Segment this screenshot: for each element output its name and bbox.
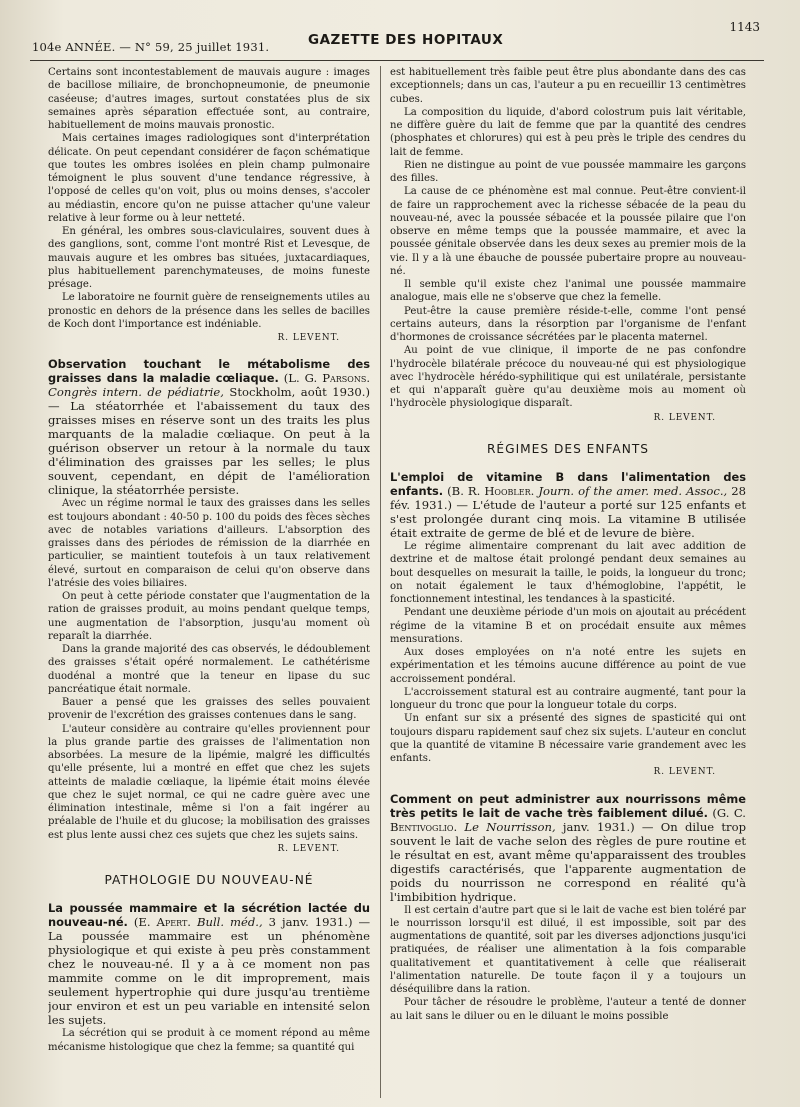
prognosis-article-continuation [48,66,370,331]
article-heading [48,901,370,1027]
article-author: (B. R. Hoobler. [447,484,535,498]
paragraph: La stéatorrhée et l'abaissement du taux des graisses mises en réserve sont un des traits les plus marquants de la maladie cœliaque. On peut à la guérison observer un retour à la normale du taux d'élimination des graisses par les selles; le plus souvent, cependant, en dépit de l'amélioration clinique, la stéatorrhée persiste. [48,399,370,498]
article-title: Comment on peut administrer aux nourrissons même très petits le lait de vache très faiblement dilué. [390,791,746,820]
author-signature: R. LEVENT. [277,843,340,854]
column-divider [380,66,381,1098]
article-author: (E. Apert. [133,915,191,930]
article-author: (G. C. Bentivoglio. [390,805,746,834]
article-journal: Congrès intern. de pédiatrie, [48,385,224,400]
paragraph: Il est certain d'autre part que si le lait de vache est bien toléré par le nourrisson lorsqu'il est dilué, il est impossible, soit par des augmentations de quantité, soit par les diverses adjonctions jusqu'ici pratiquées, de réaliser une alimentation à la fois comparable qualitativement et quantitativement à celle que réaliserait l'alimentation naturelle. De toute façon il y a toujours un déséquilibre dans la ration. [390,904,746,995]
article-date: 3 janv. 1931.) — [268,915,370,930]
article-newborn-mammary [48,901,370,1027]
paragraph: La composition du liquide, d'abord colostrum puis lait véritable, ne diffère guère du lait de femme que par la quantité des cendres (phosphates et chlorures) qui est à peu près le triple des cendres du lait de femme. [390,106,746,158]
section-heading-children-diet: RÉGIMES DES ENFANTS [486,441,650,456]
paragraph: La poussée mammaire est un phénomène physiologique et qui existe à peu près constamment chez le nouveau-né. Il y a à ce moment non pas mammite comme on le dit improprement, mais seulement hypertrophie qui dure jusqu'au trentième jour environ et est un peu variable en intensité selon les sujets. [48,929,370,1028]
paragraph: Avec un régime normal le taux des graisses dans les selles est toujours abondant : 40-50 p. 100 du poids des fèces sèches avec de notables variations d'ailleurs. L'absorption des graisses dans des périodes de rémission de la diarrhée en particulier, se maintient toutefois à un taux relativement élevé, surtout en comparaison de celui qu'on observe dans l'atrésie des voies biliaires. [48,498,370,589]
article-date: Stockholm, août 1930.) — [48,385,370,414]
paragraph: En général, les ombres sous-claviculaires, souvent dues à des ganglions, sont, comme l'ont montré Rist et Levesque, de mauvais augure et les ombres bas situées, juxtacardiaques, plus habituellement parenchymateuses, de moins funeste présage. [48,226,370,290]
paragraph: Peut-être la cause première réside-t-elle, comme l'ont pensé certains auteurs, dans la résorption par l'organisme de l'enfant d'hormones de croissance sécrétées par le placenta maternel. [390,305,746,343]
paragraph: On peut à cette période constater que l'augmentation de la ration de graisses produit, au moins pendant quelque temps, une augmentation de l'absorption, jusqu'au moment où reparaît la diarrhée. [48,591,370,642]
right-column [390,66,746,1096]
author-signature: R. LEVENT. [277,333,340,343]
paragraph: La sécrétion qui se produit à ce moment répond au même mécanisme histologique que chez la femme; sa quantité qui [48,1028,370,1053]
article-celiac-fats [48,357,370,497]
page-number: 1143 [729,20,760,34]
paragraph: Mais certaines images radiologiques sont d'interprétation délicate. On peut cependant considérer de façon schématique que toutes les ombres isolées en plein champ pulmonaire témoignent le plus souvent d'une tendance régressive, à l'opposé de celles qu'on voit, plus ou moins denses, s'accoler au médiastin, encore qu'on ne puisse attacher qu'une valeur relative à leur forme ou à leur netteté. [48,133,370,224]
paragraph: Rien ne distingue au point de vue poussée mammaire les garçons des filles. [390,159,746,184]
article-title: La poussée mammaire et la sécrétion lactée du nouveau-né. [48,901,370,930]
article-vitamin-b [390,470,746,540]
paragraph: Le laboratoire ne fournit guère de renseignements utiles au pronostic en dehors de la présence dans les selles de bacilles de Koch dont l'importance est indéniable. [48,292,370,330]
article-journal: Le Nourrisson, [464,819,556,834]
article-journal: Bull. méd., [196,915,263,930]
paragraph: Dans la grande majorité des cas observés, le dédoublement des graisses s'était opéré normalement. Le cathétérisme duodénal a montré que la teneur en lipase du suc pancréatique était normale. [48,644,370,695]
article-cow-milk [390,792,746,904]
paragraph: Au point de vue clinique, il importe de ne pas confondre l'hydrocèle bilatérale précoce du nouveau-né qui est physiologique avec l'hydrocèle hérédo-syphilitique qui est unilatérale, persistante et qui n'apparaît guère qu'au deuxième mois au moment où l'hydrocèle physiologique disparaît. [390,345,746,410]
paragraph: Pour tâcher de résoudre le problème, l'auteur a tenté de donner au lait sans le diluer ou en le diluant le moins possible [390,997,746,1022]
header-rule [30,60,764,61]
paragraph: L'auteur considère au contraire qu'elles proviennent pour la plus grande partie des graisses de l'alimentation non absorbées. La mesure de la lipémie, malgré les difficultés qu'elle présente, lui a montré en effet que chez les sujets atteints de maladie cœliaque, la lipémie était moins élevée que chez le sujet normal, ce qui ne cadre guère avec une élimination intestinale, même si l'on a fait ingérer au préalable de l'huile et du glucose; la mobilisation des graisses est plus lente aussi chez ces sujets que chez les sujets sains. [48,723,370,841]
paragraph: Il semble qu'il existe chez l'animal une poussée mammaire analogue, mais elle ne s'observe que chez la femelle. [390,279,746,304]
paragraph: Aux doses employées on n'a noté entre les sujets en expérimentation et les témoins aucune différence au point de vue accroissement pondéral. [390,647,746,685]
article-author: (L. G. Parsons. [283,371,370,386]
paragraph: L'étude de l'auteur a porté sur 125 enfants et s'est prolongée durant cinq mois. La vitamine B utilisée était extraite de germe de blé et de levure de bière. [390,498,746,540]
article-title: Observation touchant le métabolisme des graisses dans la maladie cœliaque. [48,357,370,386]
article-heading [390,470,746,540]
left-column [48,66,370,1096]
issue-info: 104e ANNÉE. — N° 59, 25 juillet 1931. [32,40,270,54]
paragraph: La cause de ce phénomène est mal connue. Peut-être convient-il de faire un rapprochement avec la richesse sébacée de la peau du nouveau-né, avec la poussée sébacée et la poussée pilaire que l'on observe en même temps que la poussée mammaire, et avec la poussée génitale observée dans les deux sexes au premier mois de la vie. Il y a là une ébauche de poussée pubertaire propre au nouveau-né. [390,186,746,277]
page-header [28,14,760,54]
article-date: 28 fév. 1931.) — [390,484,746,512]
section-heading-newborn: PATHOLOGIE DU NOUVEAU-NÉ [104,873,314,887]
paragraph: On dilue trop souvent le lait de vache selon des règles de pure routine et le résultat en est, avant même qu'apparaissent des troubles digestifs caractérisés, que l'apparente augmentation de poids du nourrisson ne correspond en réalité qu'à l'imbibition hydrique. [390,819,746,904]
paragraph: Un enfant sur six a présenté des signes de spasticité qui ont toujours disparu rapidement sauf chez six sujets. L'auteur en conclut que la quantité de vitamine B nécessaire varie grandement avec les enfants. [390,713,746,764]
article-title: L'emploi de vitamine B dans l'alimentation des enfants. [390,470,746,498]
paragraph: Bauer a pensé que les graisses des selles pouvaient provenir de l'excrétion des graisses contenues dans le sang. [48,697,370,722]
article-heading [390,792,746,904]
paragraph: est habituellement très faible peut être plus abondante dans des cas exceptionnels; dans un cas, l'auteur a pu en recueillir 13 centimètres cubes. [390,67,746,105]
article-journal: Journ. of the amer. med. Assoc., [538,484,728,498]
journal-title: GAZETTE DES HOPITAUX [308,32,504,48]
article-date: janv. 1931.) — [562,819,654,834]
paragraph: L'accroissement statural est au contraire augmenté, tant pour la longueur du tronc que pour la longueur totale du corps. [390,686,746,711]
paragraph: Pendant une deuxième période d'un mois on ajoutait au précédent régime de la vitamine B et on procédait ensuite aux mêmes mensurations. [390,607,746,645]
paragraph: Certains sont incontestablement de mauvais augure : images de bacillose miliaire, de bronchopneumonie, de pneumonie caséeuse; d'autres images, surtout constatées plus de six semaines après séparation effectuée sont, au contraire, habituellement de moins mauvais pronostic. [48,67,370,131]
paragraph: Le régime alimentaire comprenant du lait avec addition de dextrine et de maltose était prolongé pendant deux semaines au bout desquelles on mesurait la taille, le poids, la longueur du tronc; on notait également le taux d'hémoglobine, l'appétit, le fonctionnement intestinal, les tendances à la spasticité. [390,541,746,605]
author-signature: R. LEVENT. [653,412,716,423]
author-signature: R. LEVENT. [653,767,716,778]
article-heading [48,357,370,497]
